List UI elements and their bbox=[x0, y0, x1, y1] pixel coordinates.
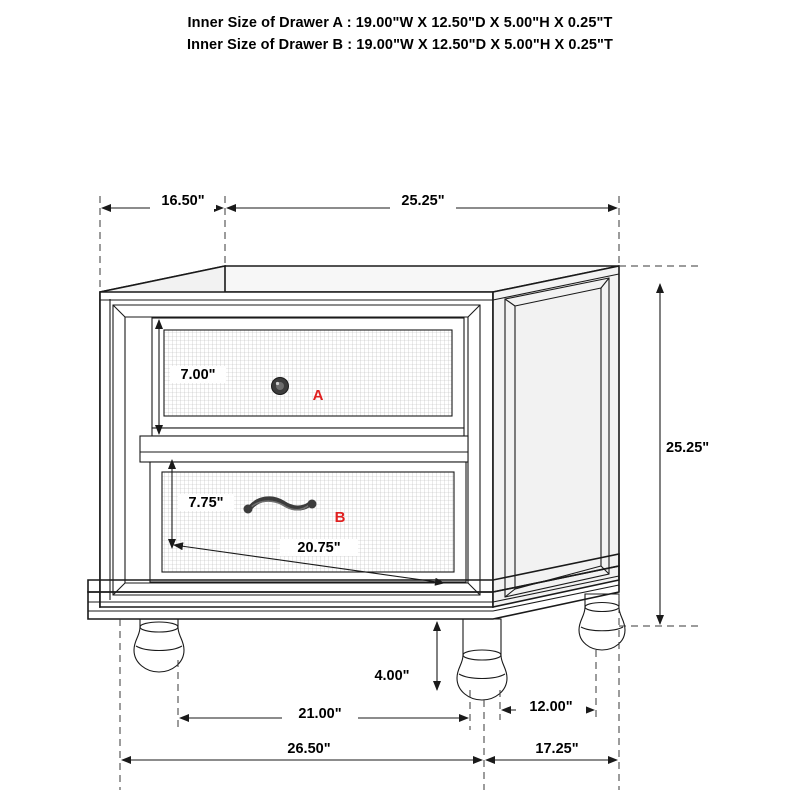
label-drawer-b-tag: B bbox=[334, 509, 346, 526]
drawer-divider-rail bbox=[140, 436, 468, 462]
inner-size-drawer-a-text: Inner Size of Drawer A : 19.00"W X 12.50"D X 5.00"H X 0.25"T bbox=[187, 15, 613, 31]
inner-size-drawer-b-text: Inner Size of Drawer B : 19.00"W X 12.50"D X 5.00"H X 0.25"T bbox=[187, 37, 613, 53]
label-drawer-a-height: 7.00" bbox=[180, 367, 216, 383]
label-right-height: 25.25" bbox=[666, 440, 710, 456]
label-base-front-width: 21.00" bbox=[298, 706, 342, 722]
label-top-right: 25.25" bbox=[401, 193, 445, 209]
label-drawer-b-height: 7.75" bbox=[188, 495, 224, 511]
label-leg-height: 4.00" bbox=[374, 668, 410, 684]
round-knob-icon[interactable] bbox=[272, 378, 289, 395]
leg-back-right bbox=[579, 594, 625, 650]
label-drawer-a-tag: A bbox=[312, 387, 324, 404]
label-overall-width: 26.50" bbox=[287, 741, 331, 757]
label-base-side-depth: 12.00" bbox=[529, 699, 573, 715]
label-top-left: 16.50" bbox=[161, 193, 205, 209]
leg-front-left bbox=[134, 619, 184, 672]
leg-front-right bbox=[457, 619, 507, 700]
label-drawer-width: 20.75" bbox=[297, 540, 341, 556]
label-overall-depth: 17.25" bbox=[535, 741, 579, 757]
